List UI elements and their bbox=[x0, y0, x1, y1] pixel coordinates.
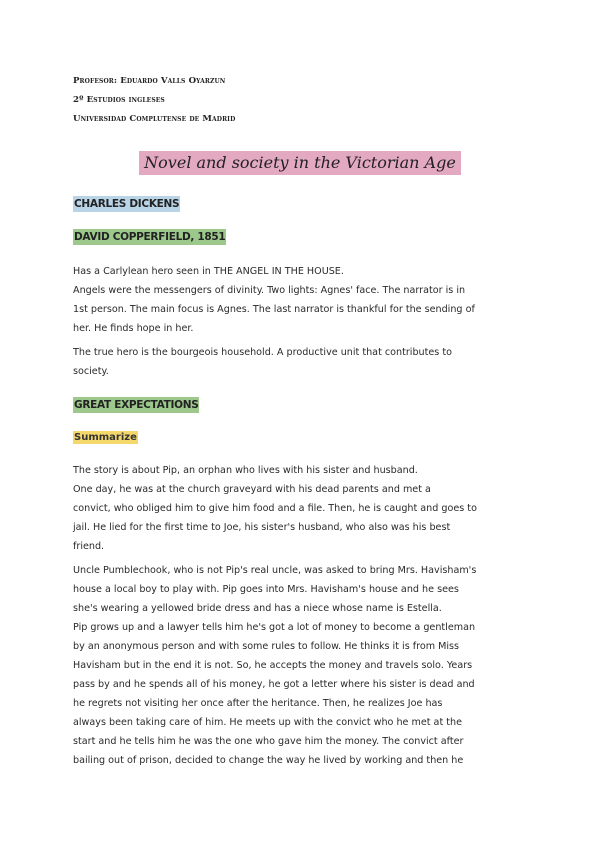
expectations-paragraph-2 bbox=[73, 561, 531, 770]
text-line: pass by and he spends all of his money, he got a letter where his sister is dead and bbox=[73, 679, 475, 690]
text-line: always been taking care of him. He meets up with the convict who he met at the bbox=[73, 717, 462, 728]
text-line: friend. bbox=[73, 541, 105, 552]
summarize-label: Summarize bbox=[74, 432, 137, 443]
text-line: Havisham but in the end it is not. So, he accepts the money and travels solo. Years bbox=[73, 660, 473, 671]
text-line: 1st person. The main focus is Agnes. The last narrator is thankful for the sending of bbox=[73, 304, 475, 315]
text-line: jail. He lied for the first time to Joe, his sister's husband, who also was his best bbox=[73, 522, 451, 533]
text-line: by an anonymous person and with some rules to follow. He thinks it is from Miss bbox=[73, 641, 460, 652]
text-line: Angels were the messengers of divinity. Two lights: Agnes' face. The narrator is in bbox=[73, 285, 466, 296]
course-line: 2º Estudios ingleses bbox=[73, 95, 165, 105]
copperfield-paragraph-2 bbox=[73, 343, 531, 381]
text-line: One day, he was at the church graveyard with his dead parents and met a bbox=[73, 484, 431, 495]
section-heading-dickens: CHARLES DICKENS bbox=[74, 198, 180, 210]
university-line: Universidad Complutense de Madrid bbox=[73, 114, 236, 124]
title-container bbox=[0, 151, 600, 175]
text-line: he regrets not visiting her once after the heritance. Then, he realizes Joe has bbox=[73, 698, 443, 709]
text-line: convict, who obliged him to give him food and a file. Then, he is caught and goes to bbox=[73, 503, 477, 514]
text-line: The true hero is the bourgeois household. A productive unit that contributes to bbox=[73, 347, 452, 358]
text-line: start and he tells him he was the one who gave him the money. The convict after bbox=[73, 736, 464, 747]
text-line: Uncle Pumblechook, who is not Pip's real uncle, was asked to bring Mrs. Havisham's bbox=[73, 565, 477, 576]
copperfield-paragraph-1 bbox=[73, 262, 531, 338]
text-line: Pip grows up and a lawyer tells him he's got a lot of money to become a gentleman bbox=[73, 622, 476, 633]
text-line: society. bbox=[73, 366, 109, 377]
document-header bbox=[73, 72, 235, 129]
professor-line: Profesor: Eduardo Valls Oyarzun bbox=[73, 76, 226, 86]
section-heading-expectations: GREAT EXPECTATIONS bbox=[74, 399, 199, 411]
section-heading-copperfield: DAVID COPPERFIELD, 1851 bbox=[74, 231, 226, 243]
text-line: her. He finds hope in her. bbox=[73, 323, 194, 334]
text-line: house a local boy to play with. Pip goes into Mrs. Havisham's house and he sees bbox=[73, 584, 459, 595]
text-line: The story is about Pip, an orphan who lives with his sister and husband. bbox=[73, 465, 418, 476]
text-line: she's wearing a yellowed bride dress and has a niece whose name is Estella. bbox=[73, 603, 442, 614]
text-line: bailing out of prison, decided to change the way he lived by working and then he bbox=[73, 755, 464, 766]
expectations-paragraph-1 bbox=[73, 461, 531, 556]
page-title: Novel and society in the Victorian Age bbox=[139, 151, 461, 175]
text-line: Has a Carlylean hero seen in THE ANGEL IN THE HOUSE. bbox=[73, 266, 344, 277]
